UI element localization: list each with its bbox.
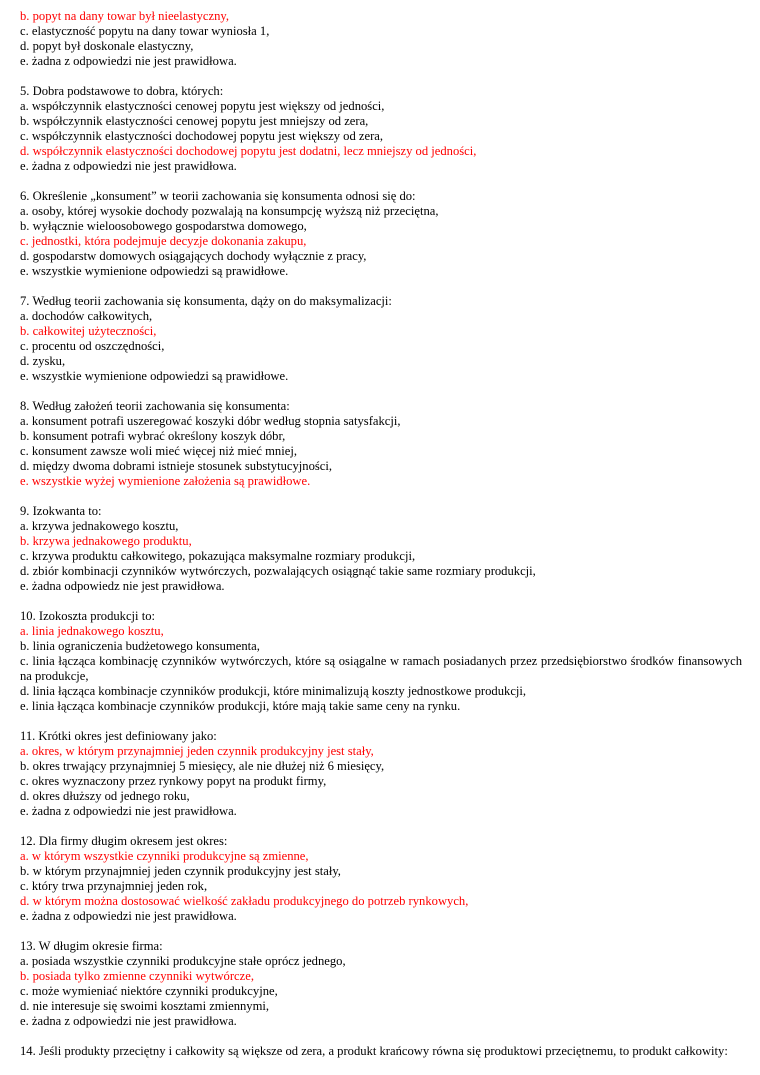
answer-option: a. współczynnik elastyczności cenowej popytu jest większy od jedności, — [20, 99, 385, 113]
question-text: 12. Dla firmy długim okresem jest okres: — [20, 834, 228, 848]
answer-option: e. wszystkie wymienione odpowiedzi są prawidłowe. — [20, 264, 289, 278]
answer-option: d. nie interesuje się swoimi kosztami zmiennymi, — [20, 999, 270, 1013]
answer-option: e. żadna odpowiedz nie jest prawidłowa. — [20, 579, 225, 593]
question-block — [20, 399, 742, 489]
question-text: 14. Jeśli produkty przeciętny i całkowity są większe od zera, a produkt krańcowy równa się produktowi przeciętnemu, to produkt całkowity: — [20, 1044, 728, 1058]
answer-option: c. konsument zawsze woli mieć więcej niż mieć mniej, — [20, 444, 297, 458]
question-text: 13. W długim okresie firma: — [20, 939, 163, 953]
answer-option: e. żadna z odpowiedzi nie jest prawidłowa. — [20, 54, 237, 68]
answer-option: d. gospodarstw domowych osiągających dochody wyłącznie z pracy, — [20, 249, 367, 263]
correct-answer-option: d. współczynnik elastyczności dochodowej popytu jest dodatni, lecz mniejszy od jedności, — [20, 144, 477, 158]
correct-answer-option: d. w którym można dostosować wielkość zakładu produkcyjnego do potrzeb rynkowych, — [20, 894, 469, 908]
question-block — [20, 189, 742, 279]
answer-option: a. osoby, której wysokie dochody pozwalają na konsumpcję wyższą niż przeciętna, — [20, 204, 439, 218]
question-text: 9. Izokwanta to: — [20, 504, 102, 518]
answer-option: c. który trwa przynajmniej jeden rok, — [20, 879, 208, 893]
question-text: 11. Krótki okres jest definiowany jako: — [20, 729, 217, 743]
answer-option: a. konsument potrafi uszeregować koszyki dóbr według stopnia satysfakcji, — [20, 414, 401, 428]
question-block — [20, 294, 742, 384]
answer-option: b. wyłącznie wieloosobowego gospodarstwa domowego, — [20, 219, 307, 233]
answer-option: b. współczynnik elastyczności cenowej popytu jest mniejszy od zera, — [20, 114, 369, 128]
answer-option: d. zbiór kombinacji czynników wytwórczych, pozwalających osiągnąć takie same rozmiary produkcji, — [20, 564, 536, 578]
correct-answer-option: b. posiada tylko zmienne czynniki wytwórcze, — [20, 969, 254, 983]
answer-option: c. może wymieniać niektóre czynniki produkcyjne, — [20, 984, 278, 998]
correct-answer-option: a. okres, w którym przynajmniej jeden czynnik produkcyjny jest stały, — [20, 744, 374, 758]
answer-option: c. krzywa produktu całkowitego, pokazująca maksymalne rozmiary produkcji, — [20, 549, 416, 563]
correct-answer-option: a. linia jednakowego kosztu, — [20, 624, 164, 638]
question-block — [20, 1044, 742, 1059]
question-continuation — [20, 9, 742, 69]
correct-answer-option: b. krzywa jednakowego produktu, — [20, 534, 192, 548]
answer-option: c. elastyczność popytu na dany towar wyniosła 1, — [20, 24, 270, 38]
answer-option: a. krzywa jednakowego kosztu, — [20, 519, 179, 533]
question-block — [20, 939, 742, 1029]
answer-option: e. żadna z odpowiedzi nie jest prawidłowa. — [20, 159, 237, 173]
question-block — [20, 504, 742, 594]
answer-option: e. wszystkie wymienione odpowiedzi są prawidłowe. — [20, 369, 289, 383]
answer-option: c. linia łącząca kombinację czynników wytwórczych, które są osiągalne w ramach posiadanych przez przedsiębiorstwo środków finansowych na produkcje, — [20, 654, 742, 683]
question-text: 10. Izokoszta produkcji to: — [20, 609, 156, 623]
answer-option: d. okres dłuższy od jednego roku, — [20, 789, 190, 803]
answer-option: d. linia łącząca kombinacje czynników produkcji, które minimalizują koszty jednostkowe produkcji, — [20, 684, 527, 698]
answer-option: b. w którym przynajmniej jeden czynnik produkcyjny jest stały, — [20, 864, 341, 878]
answer-option: c. współczynnik elastyczności dochodowej popytu jest większy od zera, — [20, 129, 384, 143]
question-block — [20, 84, 742, 174]
answer-option: c. okres wyznaczony przez rynkowy popyt na produkt firmy, — [20, 774, 327, 788]
answer-option: c. procentu od oszczędności, — [20, 339, 165, 353]
answer-option: e. żadna z odpowiedzi nie jest prawidłowa. — [20, 909, 237, 923]
correct-answer-option: e. wszystkie wyżej wymienione założenia są prawidłowe. — [20, 474, 311, 488]
answer-option: d. między dwoma dobrami istnieje stosunek substytucyjności, — [20, 459, 333, 473]
correct-answer-option: a. w którym wszystkie czynniki produkcyjne są zmienne, — [20, 849, 309, 863]
question-block — [20, 609, 742, 714]
correct-answer-option: b. popyt na dany towar był nieelastyczny, — [20, 9, 230, 23]
question-text: 6. Określenie „konsument” w teorii zachowania się konsumenta odnosi się do: — [20, 189, 416, 203]
answer-option: a. posiada wszystkie czynniki produkcyjne stałe oprócz jednego, — [20, 954, 346, 968]
answer-option: a. dochodów całkowitych, — [20, 309, 153, 323]
answer-option: d. popyt był doskonale elastyczny, — [20, 39, 194, 53]
correct-answer-option: c. jednostki, która podejmuje decyzje dokonania zakupu, — [20, 234, 307, 248]
answer-option: b. okres trwający przynajmniej 5 miesięcy, ale nie dłużej niż 6 miesięcy, — [20, 759, 385, 773]
document-page — [20, 9, 742, 1059]
answer-option: b. linia ograniczenia budżetowego konsumenta, — [20, 639, 260, 653]
question-text: 7. Według teorii zachowania się konsumenta, dąży on do maksymalizacji: — [20, 294, 392, 308]
answer-option: b. konsument potrafi wybrać określony koszyk dóbr, — [20, 429, 286, 443]
question-block — [20, 834, 742, 924]
question-text: 5. Dobra podstawowe to dobra, których: — [20, 84, 224, 98]
answer-option: e. żadna z odpowiedzi nie jest prawidłowa. — [20, 804, 237, 818]
answer-option: e. żadna z odpowiedzi nie jest prawidłowa. — [20, 1014, 237, 1028]
correct-answer-option: b. całkowitej użyteczności, — [20, 324, 157, 338]
question-text: 8. Według założeń teorii zachowania się konsumenta: — [20, 399, 290, 413]
question-block — [20, 729, 742, 819]
answer-option: e. linia łącząca kombinacje czynników produkcji, które mają takie same ceny na rynku. — [20, 699, 461, 713]
answer-option: d. zysku, — [20, 354, 66, 368]
